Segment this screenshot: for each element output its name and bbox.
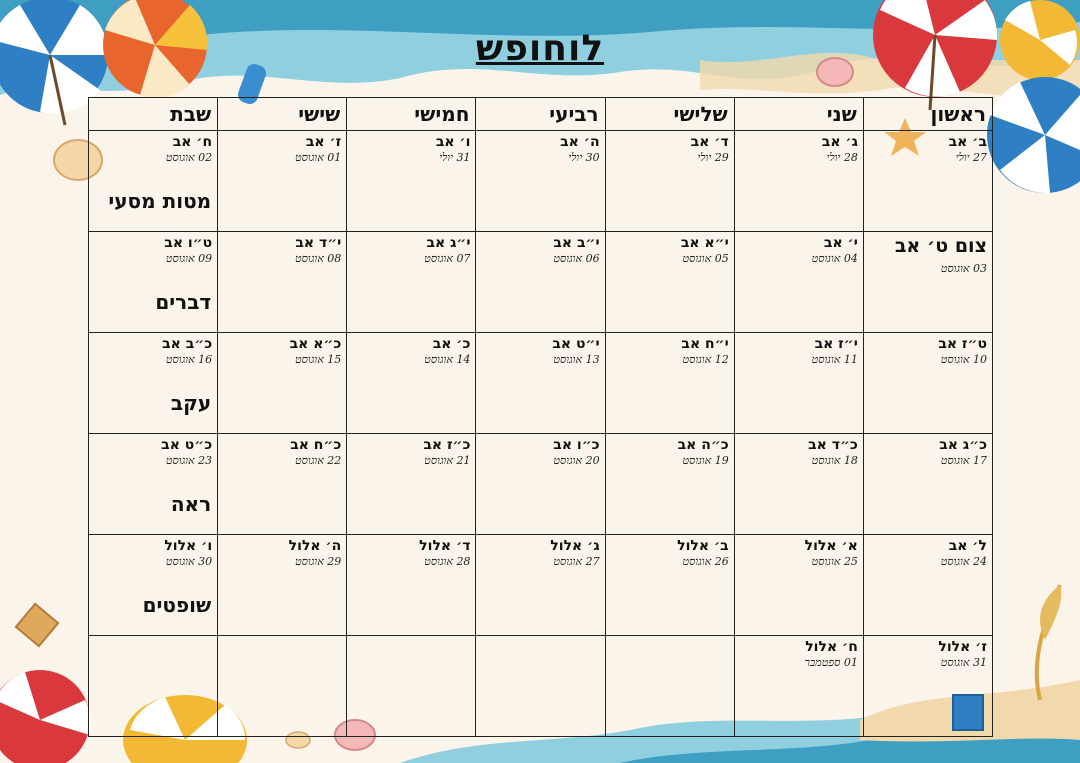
day-header-wednesday: רביעי: [476, 98, 605, 131]
hebrew-date: כ״ט אב: [161, 437, 213, 453]
day-cell: [218, 232, 347, 333]
hebrew-date: י״א אב: [680, 235, 729, 251]
gregorian-date: 16 אוגוסט: [165, 353, 213, 366]
day-cell: [605, 131, 734, 232]
day-cell: [347, 434, 476, 535]
gregorian-date: 22 אוגוסט: [295, 454, 342, 467]
day-cell: [734, 636, 863, 737]
day-cell: [347, 333, 476, 434]
day-header-tuesday: שלישי: [605, 98, 734, 131]
day-cell: [218, 434, 347, 535]
hebrew-date: כ״ד אב: [808, 437, 858, 453]
hebrew-date: ב׳ אב: [948, 134, 987, 150]
gregorian-date: 21 אוגוסט: [424, 454, 471, 467]
day-cell: [476, 636, 605, 737]
day-cell: [347, 232, 476, 333]
day-cell: [218, 333, 347, 434]
hebrew-date: כ׳ אב: [432, 336, 471, 352]
hebrew-date: א׳ אלול: [804, 538, 858, 554]
day-cell: [734, 232, 863, 333]
hebrew-date: ד׳ אלול: [419, 538, 471, 554]
day-cell: [218, 131, 347, 232]
day-cell: [89, 535, 218, 636]
day-header-monday: שני: [734, 98, 863, 131]
day-header-sunday: ראשון: [863, 98, 992, 131]
day-cell: [863, 636, 992, 737]
hebrew-date: כ״ב אב: [162, 336, 213, 352]
gregorian-date: 06 אוגוסט: [553, 252, 600, 265]
hebrew-date: ל׳ אב: [948, 538, 987, 554]
hebrew-date: ו׳ אלול: [164, 538, 213, 554]
gregorian-date: 01 ספטמבר: [804, 656, 858, 669]
day-cell: [89, 131, 218, 232]
week-row: [89, 232, 993, 333]
day-cell: [89, 636, 218, 737]
day-cell: [605, 535, 734, 636]
hebrew-date: י׳ אב: [823, 235, 858, 251]
hebrew-date: ז׳ אב: [305, 134, 342, 150]
day-cell: [476, 131, 605, 232]
hebrew-date: כ״ח אב: [290, 437, 342, 453]
day-cell: [734, 434, 863, 535]
gregorian-date: 29 אוגוסט: [295, 555, 342, 568]
parasha-name: מטות מסעי: [108, 189, 212, 213]
hebrew-date: י״ג אב: [426, 235, 471, 251]
day-header-friday: שישי: [218, 98, 347, 131]
gregorian-date: 26 אוגוסט: [682, 555, 729, 568]
gregorian-date: 09 אוגוסט: [165, 252, 213, 265]
gregorian-date: 05 אוגוסט: [682, 252, 729, 265]
gregorian-date: 23 אוגוסט: [165, 454, 213, 467]
hebrew-date: ה׳ אב: [560, 134, 600, 150]
day-cell: [863, 131, 992, 232]
hebrew-date: כ״ה אב: [677, 437, 729, 453]
day-cell: [89, 434, 218, 535]
week-row: [89, 636, 993, 737]
page-title: לוחופש: [475, 28, 605, 69]
umbrella-icon: [0, 670, 91, 763]
day-cell: [89, 232, 218, 333]
gregorian-date: 30 אוגוסט: [165, 555, 213, 568]
parasha-name: עקב: [170, 391, 212, 415]
hebrew-date: י״ז אב: [814, 336, 858, 352]
hebrew-date: ג׳ אב: [821, 134, 858, 150]
hebrew-date: ג׳ אלול: [550, 538, 600, 554]
day-cell: [89, 333, 218, 434]
gregorian-date: 27 אוגוסט: [553, 555, 600, 568]
day-header-thursday: חמישי: [347, 98, 476, 131]
gregorian-date: 28 יולי: [826, 151, 858, 164]
gregorian-date: 19 אוגוסט: [682, 454, 729, 467]
day-cell: [863, 333, 992, 434]
hebrew-date: כ״ז אב: [423, 437, 471, 453]
gregorian-date: 14 אוגוסט: [424, 353, 471, 366]
hebrew-date: ב׳ אלול: [677, 538, 729, 554]
day-cell: [476, 333, 605, 434]
gregorian-date: 13 אוגוסט: [553, 353, 600, 366]
hebrew-date: כ״א אב: [289, 336, 342, 352]
hebrew-date: י״ב אב: [553, 235, 600, 251]
day-cell: [347, 535, 476, 636]
hebrew-date: י״ט אב: [552, 336, 600, 352]
gregorian-date: 30 יולי: [568, 151, 600, 164]
hebrew-date: ט״ו אב: [164, 235, 213, 251]
week-row: [89, 131, 993, 232]
gregorian-date: 28 אוגוסט: [424, 555, 471, 568]
day-header-saturday: שבת: [89, 98, 218, 131]
day-cell: [734, 131, 863, 232]
gregorian-date: 10 אוגוסט: [940, 353, 987, 366]
gregorian-date: 18 אוגוסט: [811, 454, 858, 467]
gregorian-date: 08 אוגוסט: [295, 252, 342, 265]
day-cell: [218, 535, 347, 636]
hebrew-date: ח׳ אב: [172, 134, 213, 150]
gregorian-date: 29 יולי: [697, 151, 729, 164]
gregorian-date: 11 אוגוסט: [811, 353, 858, 366]
day-cell: [734, 333, 863, 434]
weekday-header-row: [89, 98, 993, 131]
day-cell: [218, 636, 347, 737]
gregorian-date: 01 אוגוסט: [295, 151, 342, 164]
gregorian-date: 03 אוגוסט: [940, 262, 987, 275]
gregorian-date: 27 יולי: [955, 151, 987, 164]
hebrew-date: י״ח אב: [681, 336, 729, 352]
hebrew-date: כ״ג אב: [939, 437, 987, 453]
gregorian-date: 02 אוגוסט: [165, 151, 213, 164]
day-cell: [347, 131, 476, 232]
day-cell: [863, 232, 992, 333]
hebrew-date: ז׳ אלול: [938, 639, 987, 655]
hebrew-date: ח׳ אלול: [805, 639, 858, 655]
day-cell: [605, 636, 734, 737]
gregorian-date: 31 יולי: [439, 151, 471, 164]
gregorian-date: 20 אוגוסט: [553, 454, 600, 467]
day-cell: [605, 333, 734, 434]
gregorian-date: 25 אוגוסט: [811, 555, 858, 568]
day-cell: [605, 434, 734, 535]
day-cell: [863, 434, 992, 535]
gregorian-date: 24 אוגוסט: [940, 555, 987, 568]
cracker-icon: [16, 604, 58, 646]
calendar-grid: [88, 97, 993, 737]
gregorian-date: 17 אוגוסט: [940, 454, 987, 467]
gregorian-date: 15 אוגוסט: [295, 353, 342, 366]
hebrew-date: כ״ו אב: [553, 437, 600, 453]
hebrew-date: ה׳ אלול: [288, 538, 342, 554]
hebrew-date: ו׳ אב: [435, 134, 471, 150]
day-cell: [605, 232, 734, 333]
parasha-name: ראה: [170, 492, 212, 516]
gregorian-date: 07 אוגוסט: [424, 252, 471, 265]
week-row: [89, 333, 993, 434]
day-cell: [347, 636, 476, 737]
gregorian-date: 04 אוגוסט: [811, 252, 858, 265]
parasha-name: שופטים: [142, 593, 212, 617]
day-cell: [476, 434, 605, 535]
day-cell: [476, 232, 605, 333]
day-cell: [863, 535, 992, 636]
week-row: [89, 434, 993, 535]
gregorian-date: 12 אוגוסט: [682, 353, 729, 366]
day-cell: [734, 535, 863, 636]
hebrew-date: ד׳ אב: [690, 134, 729, 150]
week-row: [89, 535, 993, 636]
parasha-name: דברים: [155, 290, 212, 314]
gregorian-date: 31 אוגוסט: [940, 656, 987, 669]
hebrew-date: ט״ז אב: [938, 336, 987, 352]
day-cell: [476, 535, 605, 636]
hebrew-date: צום ט׳ אב: [894, 235, 987, 257]
hebrew-date: י״ד אב: [295, 235, 342, 251]
